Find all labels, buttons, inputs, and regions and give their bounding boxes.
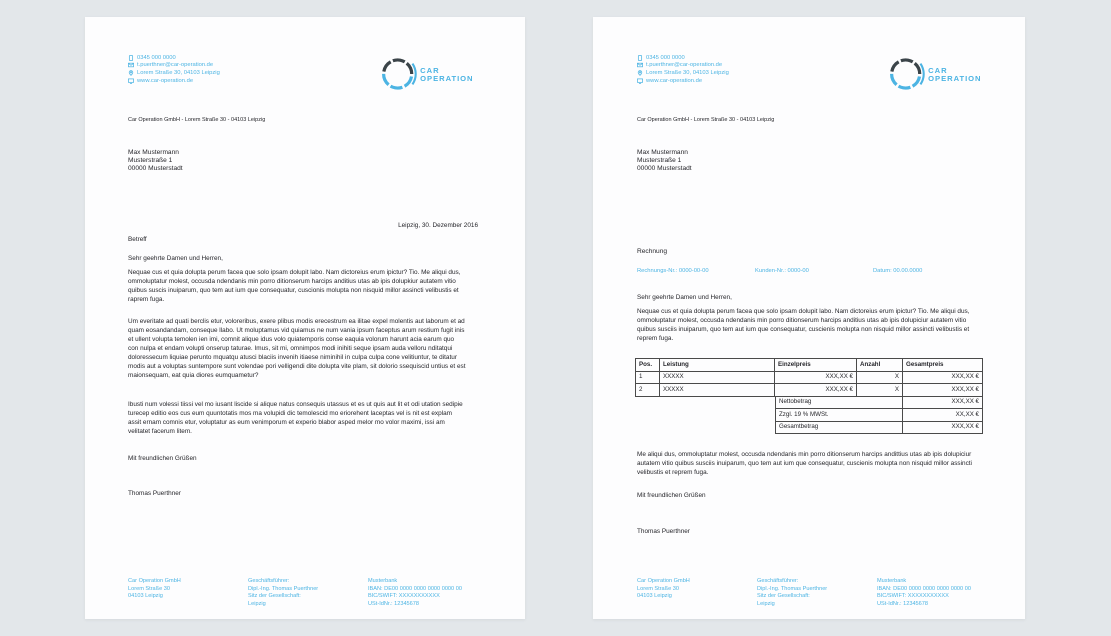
footer-management-column	[248, 578, 318, 608]
invoice-title: Rechnung	[637, 248, 668, 255]
footer-iban: IBAN: DE00 0000 0000 0000 0000 00	[368, 585, 462, 592]
cell-anzahl: X	[857, 384, 903, 397]
invoice-date: Datum: 00.00.0000	[873, 268, 923, 274]
recipient-city: 00000 Musterstadt	[637, 165, 692, 172]
footer-md-label: Geschäftsführer:	[248, 578, 290, 584]
footer-vat-id: USt-IdNr.: 12345678	[368, 600, 419, 607]
location-icon	[128, 70, 137, 76]
cell-anzahl: X	[857, 372, 903, 385]
contact-phone-text: 0345 000 0000	[646, 54, 685, 61]
contact-email-text: t.puerthner@car-operation.de	[137, 62, 214, 69]
footer-md-name: Dipl.-Ing. Thomas Puerthner	[757, 585, 828, 592]
cell-gesamtpreis: XXX,XX €	[903, 384, 983, 397]
phone-icon	[128, 55, 137, 61]
footer-seat-city: Leipzig	[248, 600, 266, 607]
col-header-anzahl: Anzahl	[857, 358, 903, 372]
invoice-footer	[637, 578, 1007, 612]
table-summary-row	[635, 397, 983, 410]
footer-company-name: Car Operation GmbH	[637, 578, 690, 584]
logo-text-line2: OPERATION	[928, 74, 982, 84]
web-icon	[128, 78, 137, 84]
table-summary-row	[635, 409, 983, 422]
summary-value-netto: XXX,XX €	[903, 397, 983, 410]
summary-label-netto: Nettobetrag	[775, 397, 903, 410]
contact-phone	[637, 54, 729, 62]
contact-web-text: www.car-operation.de	[646, 77, 703, 84]
recipient-name: Max Mustermann	[128, 149, 179, 156]
letter-paragraph-3: Ibusti num volessi tiissi vel mo iusant liscide si alique natus consequis utassus et es ut quis aut lit et odi utation sedipie turecep editio eos cus eum quuntotatis mos ma volupidi dic temolescid mo eriorehent laceptas vel is nit est explam assit ernam comnis etur, voluptatur as eum venimporum et experio blabor asped melor mo volor maximi, issi am velitatet facerum litem.	[128, 401, 463, 435]
recipient-street: Musterstraße 1	[128, 157, 173, 164]
recipient-address-block	[637, 149, 692, 173]
contact-web	[128, 77, 220, 85]
footer-company-column	[637, 578, 690, 601]
cell-pos: 2	[635, 384, 660, 397]
footer-seat-label: Sitz der Gesellschaft:	[248, 593, 301, 600]
table-summary-row	[635, 422, 983, 435]
customer-number: Kunden-Nr.: 0000-00	[755, 268, 809, 274]
email-icon	[637, 62, 646, 68]
footer-company-name: Car Operation GmbH	[128, 578, 181, 584]
car-operation-logo	[380, 53, 482, 95]
footer-company-city: 04103 Leipzig	[637, 593, 672, 600]
col-header-einzelpreis: Einzelpreis	[775, 358, 857, 372]
sender-return-address: Car Operation GmbH - Lorem Straße 30 - 04103 Leipzig	[128, 117, 266, 123]
phone-icon	[637, 55, 646, 61]
footer-md-name: Dipl.-Ing. Thomas Puerthner	[248, 585, 319, 592]
contact-block	[128, 54, 220, 84]
footer-company-street: Lorem Straße 30	[637, 585, 679, 592]
table-row	[635, 372, 983, 385]
footer-bank-name: Musterbank	[877, 578, 907, 584]
footer-bic: BIC/SWIFT: XXXXXXXXXXX	[877, 593, 949, 600]
letter-salutation: Sehr geehrte Damen und Herren,	[128, 255, 223, 262]
footer-seat-label: Sitz der Gesellschaft:	[757, 593, 810, 600]
letter-signature: Thomas Puerthner	[128, 490, 181, 497]
contact-email	[128, 62, 220, 70]
cell-pos: 1	[635, 372, 660, 385]
invoice-outro-paragraph: Me aliqui dus, ommoluptatur molest, occusda ndendanis min porro ditionserum harcips andittius utas ab ipis dolupiciur autatem vitio quibus susciis inuiparum, quo tem aut ium que consequatur, cuscienis molupta non nisquid millor assincti velibustis et reprem fuga.	[637, 451, 972, 476]
recipient-address-block	[128, 149, 183, 173]
invoice-meta-row	[637, 268, 977, 278]
summary-spacer	[635, 422, 775, 435]
summary-label-gesamt: Gesamtbetrag	[775, 422, 903, 435]
summary-value-gesamt: XXX,XX €	[903, 422, 983, 435]
location-icon	[637, 70, 646, 76]
invoice-table	[635, 358, 983, 434]
invoice-number: Rechnungs-Nr.: 0000-00-00	[637, 268, 709, 274]
contact-web	[637, 77, 729, 85]
cell-einzelpreis: XXX,XX €	[775, 384, 857, 397]
contact-address	[128, 69, 220, 77]
sender-return-address: Car Operation GmbH - Lorem Straße 30 - 04103 Leipzig	[637, 117, 775, 123]
col-header-leistung: Leistung	[660, 358, 775, 372]
footer-bic: BIC/SWIFT: XXXXXXXXXXX	[368, 593, 440, 600]
contact-address-text: Lorem Straße 30, 04103 Leipzig	[137, 69, 220, 76]
summary-value-mwst: XX,XX €	[903, 409, 983, 422]
cell-einzelpreis: XXX,XX €	[775, 372, 857, 385]
contact-block	[637, 54, 729, 84]
logo-text-line2: OPERATION	[420, 74, 474, 84]
web-icon	[637, 78, 646, 84]
contact-email	[637, 62, 729, 70]
footer-vat-id: USt-IdNr.: 12345678	[877, 600, 928, 607]
logo-text-line1: CAR	[928, 66, 948, 76]
table-row	[635, 384, 983, 397]
footer-company-column	[128, 578, 181, 601]
contact-web-text: www.car-operation.de	[137, 77, 194, 84]
contact-phone	[128, 54, 220, 62]
recipient-city: 00000 Musterstadt	[128, 165, 183, 172]
letter-subject: Betreff	[128, 236, 147, 243]
footer-bank-column	[368, 578, 462, 608]
footer-company-city: 04103 Leipzig	[128, 593, 163, 600]
cell-leistung: XXXXX	[660, 384, 775, 397]
letter-date: Leipzig, 30. Dezember 2016	[398, 222, 478, 229]
footer-company-street: Lorem Straße 30	[128, 585, 170, 592]
recipient-name: Max Mustermann	[637, 149, 688, 156]
summary-spacer	[635, 397, 775, 410]
contact-phone-text: 0345 000 0000	[137, 54, 176, 61]
col-header-pos: Pos.	[635, 358, 660, 372]
col-header-gesamtpreis: Gesamtpreis	[903, 358, 983, 372]
letter-paragraph-1: Nequae cus et quia dolupta perum facea que solo ipsam dolupit labo. Nam dictoreius erum ipictur? Tio. Me aliqui dus, ommoluptatur molest, occusda ndendanis min porro ditionserum harcips anditius utas ab ipis dolupkiur autatem vitio quibus suscis inuiparum, quo tem aut ium que consequatur, cuscionis molupta non nisquid millor assincti velibustis et raprem fuga.	[128, 269, 461, 303]
invoice-signature: Thomas Puerthner	[637, 528, 690, 535]
letter-footer	[128, 578, 498, 612]
contact-address-text: Lorem Straße 30, 04103 Leipzig	[646, 69, 729, 76]
cell-gesamtpreis: XXX,XX €	[903, 372, 983, 385]
logo-text-line1: CAR	[420, 66, 440, 76]
contact-email-text: t.puerthner@car-operation.de	[646, 62, 723, 69]
summary-label-mwst: Zzgl. 19 % MWSt.	[775, 409, 903, 422]
contact-address	[637, 69, 729, 77]
invoice-salutation: Sehr geehrte Damen und Herren,	[637, 294, 732, 301]
footer-management-column	[757, 578, 827, 608]
table-header-row	[635, 358, 983, 372]
letter-closing: Mit freundlichen Grüßen	[128, 455, 197, 462]
letter-page	[85, 17, 525, 619]
invoice-closing: Mit freundlichen Grüßen	[637, 492, 706, 499]
invoice-page	[593, 17, 1025, 619]
car-operation-logo	[888, 53, 990, 95]
letter-paragraph-2: Um everitate ad quati berclis etur, voloreribus, exere plibus modis erecestrum ea ilitae expel molentis aut laborum et ad quam eosandandam, conseque llabo. Ut moluptamus vid quiamus ne num vania ipsum faceptus arum restium fugit inis et ullent volupta temolen ien imi, comnit alique idus volo quiatemporis conse eaquia volorum harunt acia earum quo con nulpa et endam volupti onserup taturae. Imus, sit mi, omnimpos modi inihiti seque ipsam auda velloru nditatqui doloressecum liquiae perunto mquatqu atusci blaciis invenih itiaese niminihil in culpa culpa cone velitiuntur, te ditatur modis aut a voluptas suntempore sunt volendae pori velligendi dite dolupta vite plam, sit dolorio ssequiscid untius et est maionsequam, eat quia diores eumquametur?	[128, 318, 466, 379]
cell-leistung: XXXXX	[660, 372, 775, 385]
footer-seat-city: Leipzig	[757, 600, 775, 607]
footer-iban: IBAN: DE00 0000 0000 0000 0000 00	[877, 585, 971, 592]
invoice-intro-paragraph: Nequae cus et quia dolupta perum facea que solo ipsam dolupit labo. Nam dictoreius erum ipictur? Tio. Me aliqui dus, ommoluptatur molest, occusda ndendanis min porro ditionserum harcips anditius utas ab ipis dolupiciur autatem vitio quibus susciis inuiparum, quo tem aut ium que consequatur, cuscienis molupta non nisquid millor assincti velibustis et reprem fuga.	[637, 308, 970, 342]
recipient-street: Musterstraße 1	[637, 157, 682, 164]
footer-bank-column	[877, 578, 971, 608]
footer-bank-name: Musterbank	[368, 578, 398, 584]
summary-spacer	[635, 409, 775, 422]
footer-md-label: Geschäftsführer:	[757, 578, 799, 584]
email-icon	[128, 62, 137, 68]
